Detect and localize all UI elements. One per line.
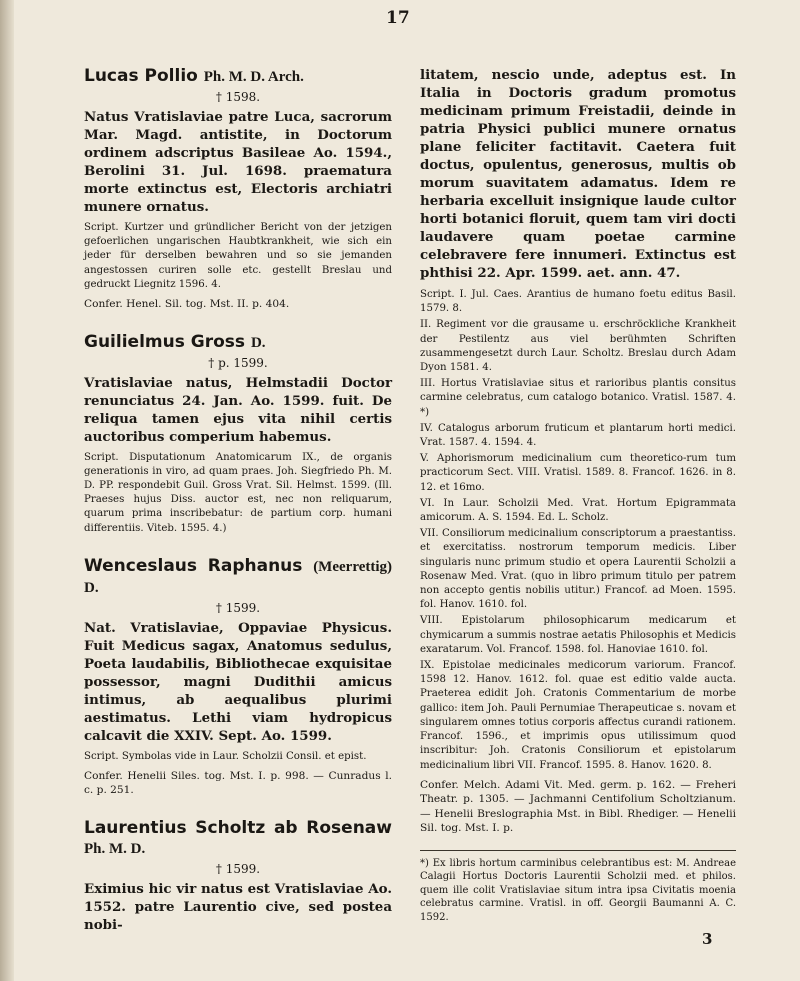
entry-obit: † p. 1599. <box>208 355 268 370</box>
entry-confer: Confer. Melch. Adami Vit. Med. germ. p. 162. — Freheri Theatr. p. 1305. — Jachmanni Centifolium Scholtzianum. — Henelii Breslographia Mst. in Bibl. Rhediger. — Henelii Sil. tog. Mst. I. p. <box>420 778 736 835</box>
script-item: Script. I. Jul. Caes. Arantius de humano foetu editus Basil. 1579. 8. <box>420 289 736 315</box>
entry-gross <box>84 332 392 536</box>
entry-pollio <box>84 66 392 312</box>
left-column <box>84 66 392 934</box>
page-edge-shadow <box>0 0 14 981</box>
footnote-divider <box>420 850 736 851</box>
entry-script: Script. Disputationum Anatomicarum IX., de organis generationis in viro, ad quam praes. Joh. Siegfriedo Ph. M. D. PP. respondebit Guil. Gross Vrat. Sil. Helmst. 1599. (Ill. Praeses hujus Diss. auctor est, nec non reliquarum, quarum prima inscribebatur: de partium corp. humani differentiis. Viteb. 1595. 4.) <box>84 451 392 534</box>
entry-heading: Wenceslaus Raphanus (Meerrettig) D. <box>84 555 393 596</box>
entry-heading: Lucas Pollio Ph. M. D. Arch. <box>84 66 304 86</box>
entry-scholtz <box>84 818 392 934</box>
script-item: IV. Catalogus arborum fruticum et plantarum horti medici. Vrat. 1587. 4. 1594. 4. <box>420 422 736 449</box>
script-item: III. Hortus Vratislaviae situs et rarioribus plantis consitus carmine celebratus, cum catalogo botanico. Vratisl. 1587. 4. *) <box>420 378 736 418</box>
entry-text: Vratislaviae natus, Helmstadii Doctor renunciatus 24. Jan. Ao. 1599. fuit. De reliqua tamen ejus vita nihil certis auctoribus comperium habemus. <box>84 374 392 445</box>
entry-script: Script. Symbolas vide in Laur. Scholzii Consil. et epist. <box>84 750 367 762</box>
page-number: 17 <box>386 8 410 28</box>
entry-obit: † 1598. <box>215 90 261 104</box>
entry-confer: Confer. Henelii Siles. tog. Mst. I. p. 998. — Cunradus l. c. p. 251. <box>84 769 392 797</box>
entry-raphanus <box>84 556 392 798</box>
script-item: II. Regiment vor die grausame u. erschröckliche Krankheit der Pestilentz aus viel berühmten Schriften zusammengesetzt durch Laur. Scholtz. Breslau durch Adam Dyon 1581. 4. <box>420 319 736 374</box>
entry-text: Nat. Vratislaviae, Oppaviae Physicus. Fuit Medicus sagax, Anatomus sedulus, Poeta laudabilis, Bibliothecae exquisitae possessor, magni Dudithii amicus intimus, ab aequalibus plurimi aestimatus. Lethi viam hydropicus calcavit die XXIV. Sept. Ao. 1599. <box>84 619 392 744</box>
entry-confer: Confer. Henel. Sil. tog. Mst. II. p. 404. <box>84 298 290 311</box>
script-list <box>420 288 736 773</box>
right-column <box>420 66 736 924</box>
entry-heading: Guilielmus Gross D. <box>84 331 266 352</box>
entry-obit: † 1599. <box>215 600 261 615</box>
script-item: IX. Epistolae medicinales medicorum variorum. Francof. 1598 12. Hanov. 1612. fol. quae est editio valde aucta. Praeterea edidit Joh. Cratonis Commentarium de morbe gallico: item Joh. Pauli Pernumiae Therapeuticae s. novam et singularem omnes totius corporis affectus curandi rationem. Francof. 1596., et imprimis opus utilissimum quod inscribitur: Joh. Cratonis Consiliorum et epistolarum medicinalium libri VII. Francof. 1595. 8. Hanov. 1620. 8. <box>420 660 736 771</box>
entry-obit: † 1599. <box>215 861 261 876</box>
script-item: VII. Consiliorum medicinalium conscriptorum a praestantiss. et exercitatiss. nostrorum temporum medicis. Liber singularis nunc primum studio et opera Laurentii Scholzii a Rosenaw Med. Vrat. (quo in libro primum titulo per patrem non accepto gentis nobilis utitur.) Francof. ad Moen. 1595. fol. Hanov. 1610. fol. <box>420 528 736 611</box>
entry-heading: Laurentius Scholtz ab Rosenaw Ph. M. D. <box>84 817 392 857</box>
entry-script: Script. Kurtzer und gründlicher Bericht von der jetzigen gefoerlichen ungarischen Haubtkrankheit, wie sich ein jeder für derselben bewahren und so sie jemanden angestossen curiren solle etc. gestellt Breslau und gedruckt Liegnitz 1596. 4. <box>84 222 392 290</box>
script-item: V. Aphorismorum medicinalium cum theoretico-rum tum practicorum Sect. VIII. Vratisl. 1589. 8. Francof. 1626. in 8. 12. et 16mo. <box>420 453 736 493</box>
entry-text: Natus Vratislaviae patre Luca, sacrorum Mar. Magd. antistite, in Doctorum ordinem adscriptus Basileae Ao. 1594., Berolini 31. Jul. 1698. praematura morte extinctus est, Electoris archiatri munere ornatus. <box>84 109 392 215</box>
signature-mark: 3 <box>702 930 713 948</box>
footnote: *) Ex libris hortum carminibus celebrantibus est: M. Andreae Calagii Hortus Doctoris Laurentii Scholzii med. et philos. quem ille colit Vratislaviae situm intra ipsa Civitatis moenia celebratus carmine. Vratisl. in off. Georgii Baumanni A. C. 1592. <box>420 857 736 923</box>
script-item: VI. In Laur. Scholzii Med. Vrat. Hortum Epigrammata amicorum. A. S. 1594. Ed. L. Scholz. <box>420 497 736 524</box>
continuation-text: litatem, nescio unde, adeptus est. In Italia in Doctoris gradum promotus medicinam primum Freistadii, deinde in patria Physici publici munere ornatus plane feliciter factitavit. Caetera fuit doctus, opulentus, generosus, multis ob morum suavitatem adamatus. Idem re herbaria excelluit insignique laude cultor horti botanici floruit, quem tam viri docti laudavere quam poetae carmine celebravere fere innumeri. Extinctus est phthisi 22. Apr. 1599. aet. ann. 47. <box>420 67 736 281</box>
entry-text: Eximius hic vir natus est Vratislaviae Ao. 1552. patre Laurentio cive, sed postea nobi- <box>84 880 392 933</box>
script-item: VIII. Epistolarum philosophicarum medicarum et chymicarum a summis nostrae aetatis Philosophis et Medicis exaratarum. Vol. Francof. 1598. fol. Hanoviae 1610. fol. <box>420 615 736 655</box>
